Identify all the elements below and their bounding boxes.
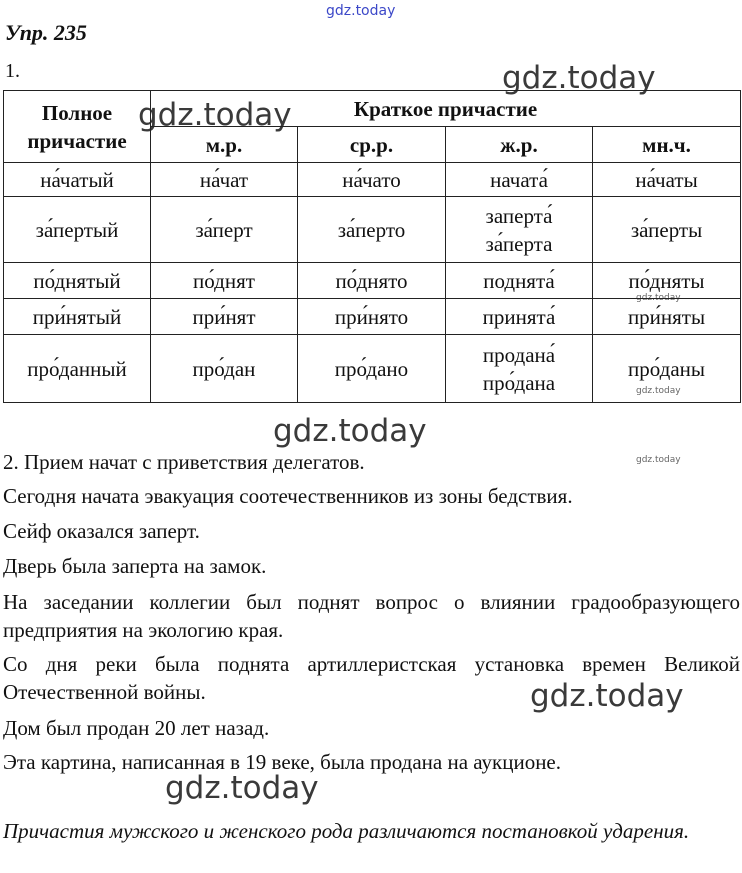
feminine-form: поднята́: [483, 268, 555, 293]
cell-feminine: [446, 163, 593, 197]
cell-full: при́нятый: [4, 299, 151, 335]
table-row: [4, 335, 741, 403]
feminine-form: про́дана: [482, 370, 556, 395]
watermark: gdz.today: [165, 770, 319, 806]
table-row: [4, 263, 741, 299]
cell-full: на́чатый: [4, 163, 151, 197]
participles-table: [3, 90, 741, 403]
cell-masculine: на́чат: [151, 163, 298, 197]
table-row: [4, 197, 741, 263]
cell-masculine: по́днят: [151, 263, 298, 299]
cell-plural: на́чаты: [593, 163, 741, 197]
sentence: Сегодня начата эвакуация соотечественников из зоны бедствия.: [3, 484, 573, 508]
watermark: gdz.today: [138, 97, 292, 133]
feminine-form: заперта́: [485, 203, 553, 228]
cell-plural: про́даны: [593, 335, 741, 403]
cell-plural: за́перты: [593, 197, 741, 263]
watermark-small: gdz.today: [636, 293, 681, 303]
cell-masculine: за́перт: [151, 197, 298, 263]
cell-masculine: при́нят: [151, 299, 298, 335]
exercise-title: Упр. 235: [5, 20, 87, 45]
feminine-form: продана́: [482, 342, 556, 367]
feminine-form: принята́: [482, 304, 556, 329]
sentence: На заседании коллегии был поднят вопрос о влиянии градообразующего предприятия на экологию края.: [3, 590, 740, 642]
table-row: [4, 299, 741, 335]
cell-neuter: про́дано: [298, 335, 446, 403]
cell-feminine: [446, 197, 593, 263]
cell-feminine: [446, 263, 593, 299]
cell-neuter: по́днято: [298, 263, 446, 299]
cell-full: про́данный: [4, 335, 151, 403]
cell-neuter: за́перто: [298, 197, 446, 263]
feminine-form: начата́: [490, 167, 548, 192]
cell-plural: по́дняты: [593, 263, 741, 299]
table-row: [4, 163, 741, 197]
cell-plural: при́няты: [593, 299, 741, 335]
sentence: Сейф оказался заперт.: [3, 519, 200, 543]
subheader-masculine: м.р.: [151, 127, 298, 163]
cell-masculine: про́дан: [151, 335, 298, 403]
sentence: Дверь была заперта на замок.: [3, 554, 267, 578]
cell-full: за́пертый: [4, 197, 151, 263]
cell-neuter: на́чато: [298, 163, 446, 197]
watermark-top: gdz.today: [326, 3, 396, 19]
part-1-label: 1.: [5, 60, 20, 82]
sentence: Эта картина, написанная в 19 веке, была продана на аукционе.: [3, 750, 562, 774]
subheader-feminine: ж.р.: [446, 127, 593, 163]
sentence: Со дня реки была поднята артиллеристская установка времен Великой Отечественной войны.: [3, 652, 740, 704]
feminine-form: за́перта: [485, 231, 553, 256]
watermark-small: gdz.today: [636, 455, 681, 465]
watermark: gdz.today: [502, 60, 656, 96]
cell-feminine: [446, 335, 593, 403]
cell-full: по́днятый: [4, 263, 151, 299]
cell-feminine: [446, 299, 593, 335]
watermark-small: gdz.today: [636, 386, 681, 396]
subheader-neuter: ср.р.: [298, 127, 446, 163]
sentence: Дом был продан 20 лет назад.: [3, 716, 270, 740]
conclusion: Причастия мужского и женского рода различаются постановкой ударения.: [3, 819, 690, 843]
header-short-participle: Краткое причастие: [151, 91, 741, 127]
cell-neuter: при́нято: [298, 299, 446, 335]
subheader-plural: мн.ч.: [593, 127, 741, 163]
header-full-participle: Полное причастие: [4, 91, 151, 163]
watermark: gdz.today: [530, 678, 684, 714]
sentence: 2. Прием начат с приветствия делегатов.: [3, 450, 365, 474]
watermark: gdz.today: [273, 413, 427, 449]
